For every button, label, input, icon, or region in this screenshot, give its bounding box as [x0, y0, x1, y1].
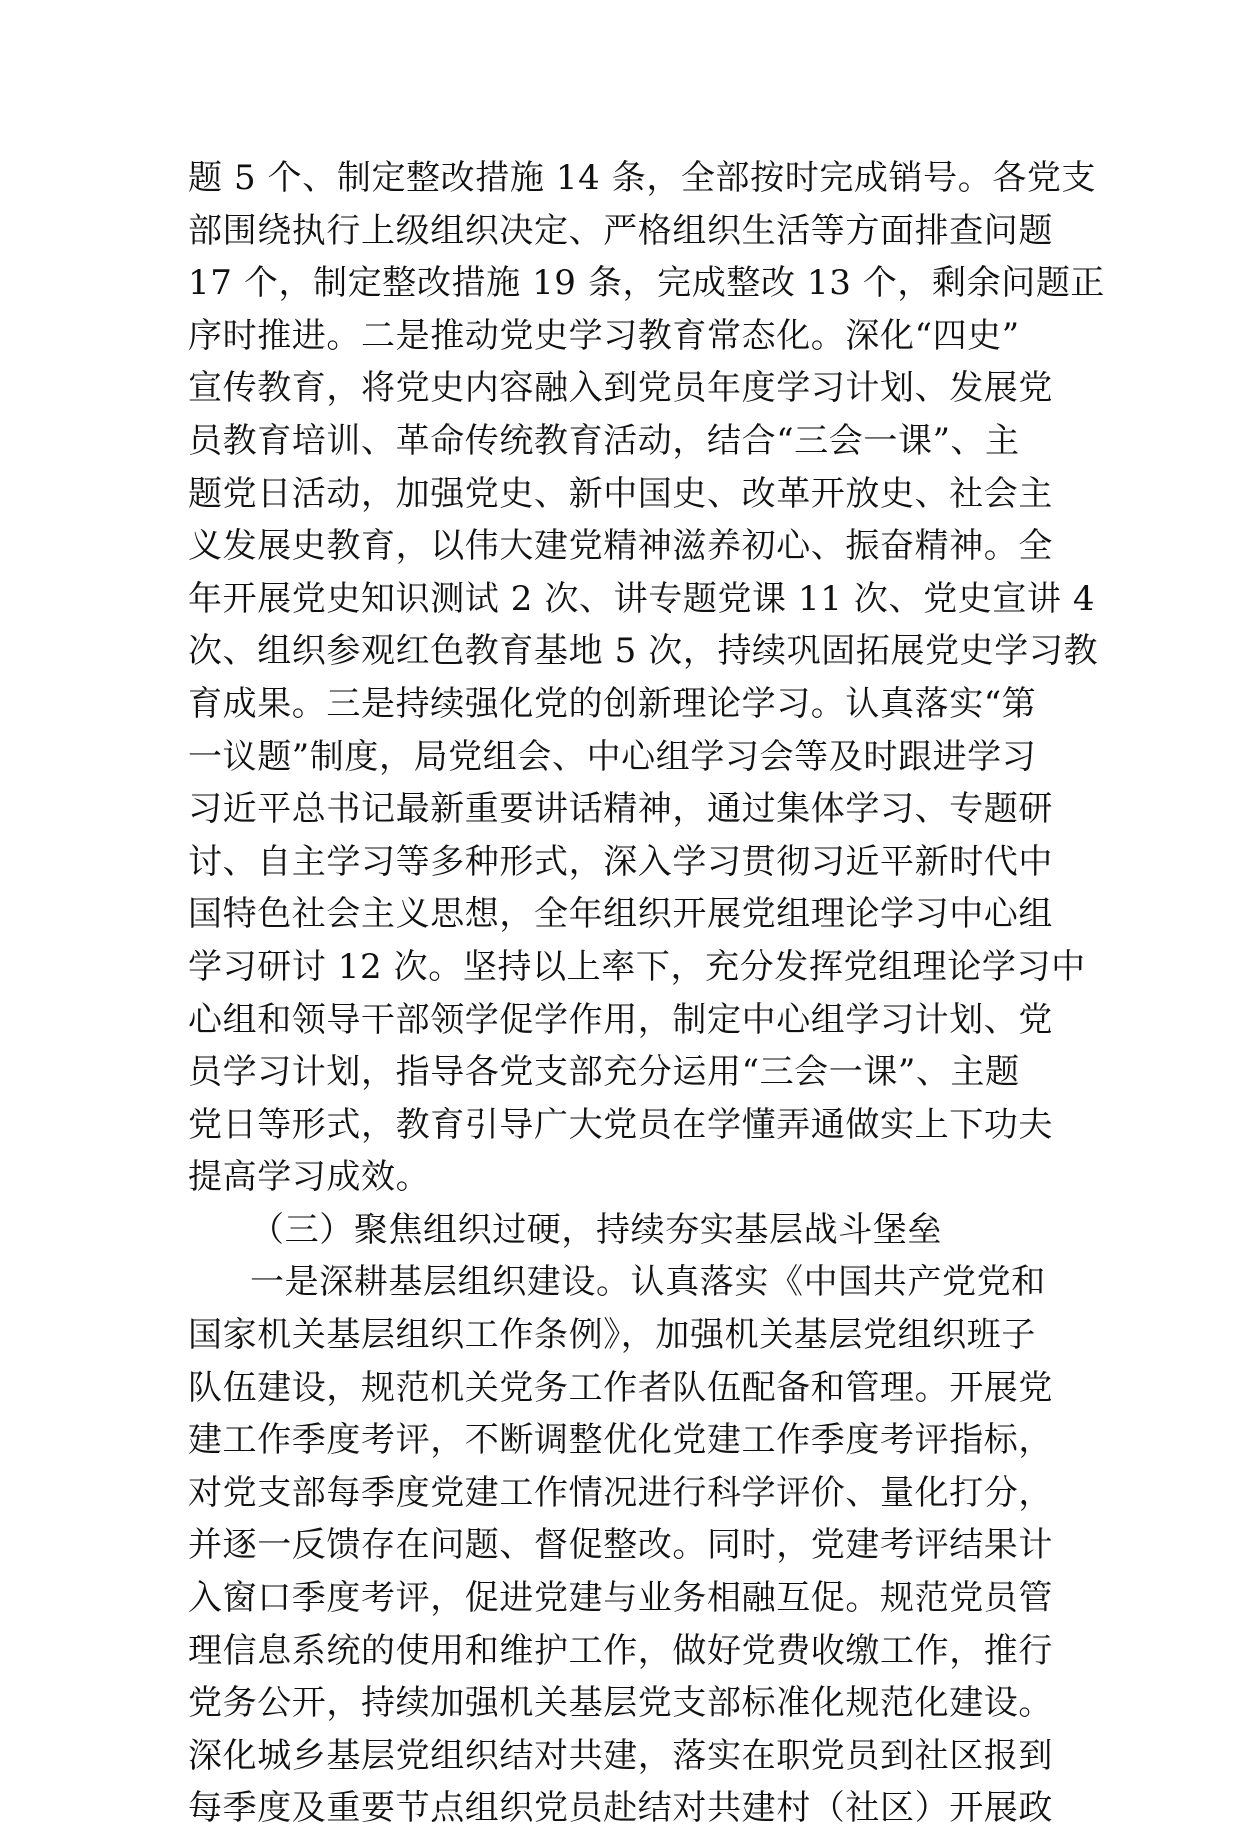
text-line: 每季度及重要节点组织党员赴结对共建村（社区）开展政: [188, 1788, 1053, 1829]
text-line: 深化城乡基层党组织结对共建，落实在职党员到社区报到: [188, 1735, 1053, 1776]
text-line: 国家机关基层组织工作条例》，加强机关基层党组织班子: [188, 1315, 1036, 1356]
text-line: 并逐一反馈存在问题、督促整改。同时，党建考评结果计: [188, 1525, 1053, 1566]
text-line: 次、组织参观红色教育基地 5 次，持续巩固拓展党史学习教: [188, 631, 1099, 672]
section-heading: （三）聚焦组织过硬，持续夯实基层战斗堡垒: [250, 1209, 942, 1250]
text-line: 队伍建设，规范机关党务工作者队伍配备和管理。开展党: [188, 1367, 1053, 1408]
text-line: 党日等形式，教育引导广大党员在学懂弄通做实上下功夫: [188, 1104, 1053, 1145]
text-line: 育成果。三是持续强化党的创新理论学习。认真落实“第: [188, 683, 1037, 724]
text-line: 党务公开，持续加强机关基层党支部标准化规范化建设。: [188, 1683, 1053, 1724]
body-text: [188, 152, 1106, 1835]
text-line: 员教育培训、革命传统教育活动，结合“三会一课”、主: [188, 420, 1020, 461]
text-line: 提高学习成效。: [188, 1157, 431, 1198]
text-line: 题党日活动，加强党史、新中国史、改革开放史、社会主: [188, 473, 1053, 514]
text-line: 部围绕执行上级组织决定、严格组织生活等方面排查问题: [188, 210, 1053, 251]
paragraph-first-line: 一是深耕基层组织建设。认真落实《中国共产党党和: [250, 1262, 1046, 1303]
text-line: 员学习计划，指导各党支部充分运用“三会一课”、主题: [188, 1052, 1020, 1093]
text-line: 年开展党史知识测试 2 次、讲专题党课 11 次、党史宣讲 4: [188, 578, 1096, 619]
text-line: 宣传教育，将党史内容融入到党员年度学习计划、发展党: [188, 368, 1053, 409]
text-line: 题 5 个、制定整改措施 14 条，全部按时完成销号。各党支: [188, 158, 1097, 198]
text-line: 建工作季度考评，不断调整优化党建工作季度考评指标，: [188, 1420, 1053, 1461]
text-line: 义发展史教育，以伟大建党精神滋养初心、振奋精神。全: [188, 526, 1053, 567]
text-line: 心组和领导干部领学促学作用，制定中心组学习计划、党: [188, 999, 1053, 1040]
text-line: 一议题”制度，局党组会、中心组学习会等及时跟进学习: [188, 736, 1037, 777]
text-line: 序时推进。二是推动党史学习教育常态化。深化“四史”: [188, 315, 1020, 356]
text-line: 对党支部每季度党建工作情况进行科学评价、量化打分，: [188, 1472, 1053, 1513]
text-line: 入窗口季度考评，促进党建与业务相融互促。规范党员管: [188, 1578, 1053, 1619]
text-line: 17 个，制定整改措施 19 条，完成整改 13 个，剩余问题正: [188, 263, 1106, 304]
text-line: 理信息系统的使用和维护工作，做好党费收缴工作，推行: [188, 1630, 1053, 1671]
text-line: 学习研讨 12 次。坚持以上率下，充分发挥党组理论学习中: [188, 946, 1086, 987]
text-line: 习近平总书记最新重要讲话精神，通过集体学习、专题研: [188, 789, 1053, 830]
text-line: 国特色社会主义思想，全年组织开展党组理论学习中心组: [188, 894, 1053, 935]
text-line: 讨、自主学习等多种形式，深入学习贯彻习近平新时代中: [188, 841, 1053, 882]
